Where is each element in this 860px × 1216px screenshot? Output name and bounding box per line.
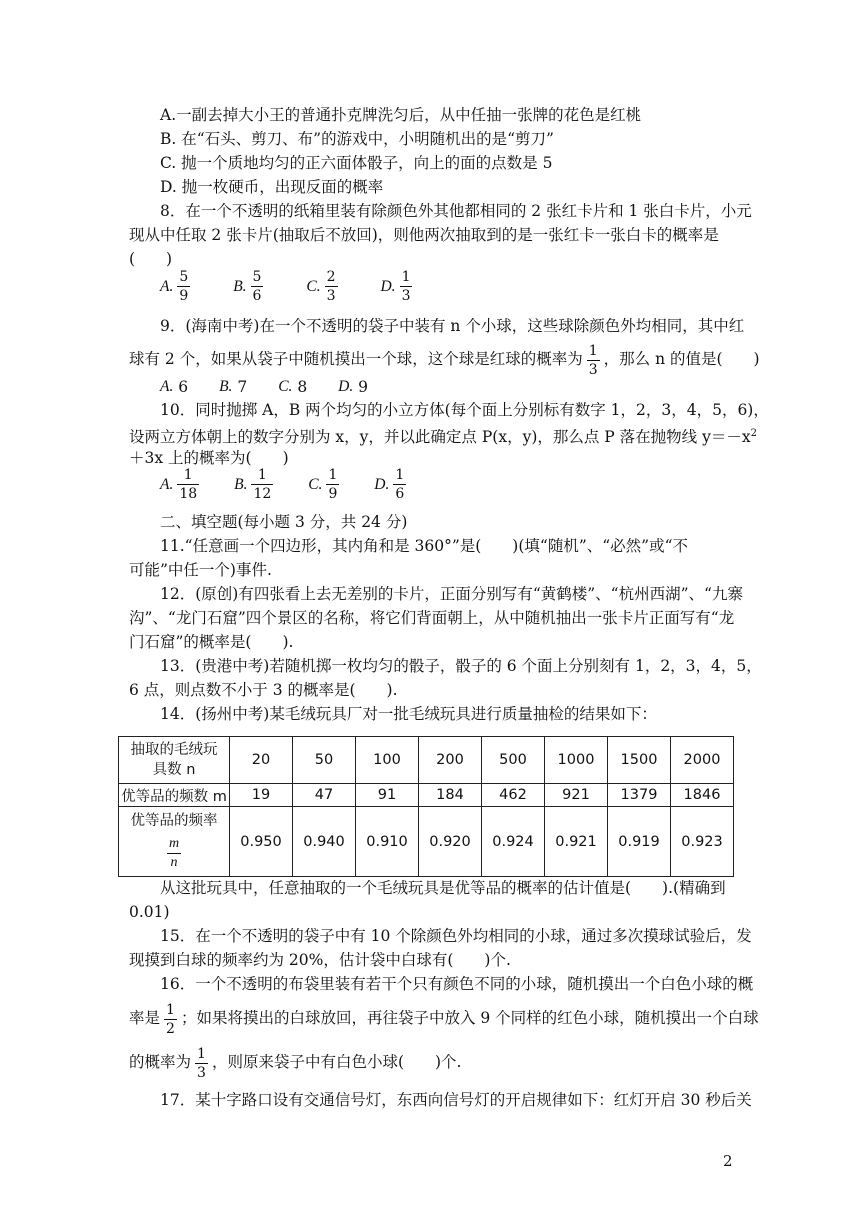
table-cell: 0.921	[545, 807, 608, 877]
q10-option-d: D. $\frac{1}{6}$	[374, 467, 405, 502]
q9-option-a: A. 6	[160, 378, 189, 396]
question-9-options	[160, 376, 394, 397]
question-14-line-1: 14．(扬州中考)某毛绒玩具厂对一批毛绒玩具进行质量抽检的结果如下：	[160, 705, 657, 723]
q9-option-c: C. 8	[278, 378, 308, 396]
table-row	[119, 807, 734, 877]
page-number: 2	[723, 1152, 733, 1170]
question-17-line-1: 17．某十字路口设有交通信号灯，东西向信号灯的开启规律如下：红灯开启 30 秒后关	[160, 1091, 752, 1109]
question-13-line-1: 13．(贵港中考)若随机掷一枚均匀的骰子，骰子的 6 个面上分别刻有 1，2，3，4，5，	[160, 657, 762, 675]
question-10-line-2: 设两立方体朝上的数字分别为 x，y，并以此确定点 P(x，y)，那么点 P 落在抛物线 $y=-x^2$	[129, 428, 757, 447]
row-label-frequency: 优等品的频率 $\frac{m}{n}$	[119, 807, 230, 877]
table-cell: 2000	[671, 737, 734, 784]
question-15-line-2: 现摸到白球的频率约为 20%，估计袋中白球有( )个.	[129, 951, 511, 969]
table-row	[119, 784, 734, 807]
question-16-line-2: 率是 $\frac{1}{2}$ ；如果将摸出的白球放回，再往袋子中放入 9 个同样的红色小球，随机摸出一个白球	[129, 1001, 759, 1037]
table-cell: 0.940	[293, 807, 356, 877]
row-label-sample-count: 抽取的毛绒玩 具数 n	[119, 737, 230, 784]
question-11-line-2: 可能”中任一个)事件.	[129, 561, 272, 579]
option-d-q7: D. 抛一枚硬币，出现反面的概率	[160, 178, 384, 196]
question-8-line-3: ( )	[129, 250, 173, 268]
question-16-line-1: 16．一个不透明的布袋里装有若干个只有颜色不同的小球，随机摸出一个白色小球的概	[160, 975, 754, 993]
question-12-line-1: 12．(原创)有四张看上去无差别的卡片，正面分别写有“黄鹤楼”、“杭州西湖”、“九寨	[160, 585, 743, 603]
table-cell: 0.919	[608, 807, 671, 877]
table-cell: 200	[419, 737, 482, 784]
question-10-line-1: 10．同时抛掷 A，B 两个均匀的小立方体(每个面上分别标有数字 1，2，3，4，5，6)，	[160, 401, 769, 419]
q8-option-a: A. $\frac{5}{9}$	[160, 269, 189, 304]
table-cell: 0.924	[482, 807, 545, 877]
row-label-good-count: 优等品的频数 m	[119, 784, 230, 807]
table-cell: 0.920	[419, 807, 482, 877]
q10-option-c: C. $\frac{1}{9}$	[308, 467, 338, 502]
question-14-line-3: 0.01)	[129, 903, 170, 921]
option-a-q7: A.一副去掉大小王的普通扑克牌洗匀后，从中任抽一张牌的花色是红桃	[160, 106, 642, 124]
question-10-options	[160, 466, 436, 503]
table-row	[119, 737, 734, 784]
question-14-line-2: 从这批玩具中，任意抽取的一个毛绒玩具是优等品的概率的估计值是( ).(精确到	[160, 879, 726, 897]
q9-option-d: D. 9	[338, 378, 369, 396]
q9-option-b: B. 7	[219, 378, 248, 396]
table-cell: 1379	[608, 784, 671, 807]
question-9-line-1: 9．(海南中考)在一个不透明的袋子中装有 n 个小球，这些球除颜色外均相同，其中红	[160, 317, 745, 335]
table-cell: 47	[293, 784, 356, 807]
question-11-line-1: 11.“任意画一个四边形，其内角和是 360°”是( )(填“随机”、“必然”或“不	[160, 537, 689, 555]
question-16-line-3: 的概率为 $\frac{1}{3}$ ，则原来袋子中有白色小球( )个.	[129, 1045, 462, 1081]
table-cell: 0.950	[230, 807, 293, 877]
table-cell: 100	[356, 737, 419, 784]
question-15-line-1: 15．在一个不透明的袋子中有 10 个除颜色外均相同的小球，通过多次摸球试验后，发	[160, 927, 752, 945]
table-cell: 1000	[545, 737, 608, 784]
table-cell: 50	[293, 737, 356, 784]
question-13-line-2: 6 点，则点数不小于 3 的概率是( ).	[129, 681, 398, 699]
question-8-line-2: 现从中任取 2 张卡片(抽取后不放回)，则他两次抽取到的是一张红卡一张白卡的概率是	[129, 226, 719, 244]
table-cell: 19	[230, 784, 293, 807]
quality-check-table	[118, 736, 734, 877]
question-12-line-2: 沟”、“龙门石窟”四个景区的名称，将它们背面朝上，从中随机抽出一张卡片正面写有“龙	[129, 609, 735, 627]
table-cell: 91	[356, 784, 419, 807]
table-cell: 500	[482, 737, 545, 784]
q8-option-d: D. $\frac{1}{3}$	[380, 269, 411, 304]
table-cell: 20	[230, 737, 293, 784]
question-8-options	[160, 268, 450, 305]
table-cell: 0.923	[671, 807, 734, 877]
question-12-line-3: 门石窟”的概率是( ).	[129, 633, 294, 651]
table-cell: 184	[419, 784, 482, 807]
q9-fraction: $\frac{1}{3}$	[588, 342, 598, 378]
table-cell: 1846	[671, 784, 734, 807]
question-8-line-1: 8．在一个不透明的纸箱里装有除颜色外其他都相同的 2 张红卡片和 1 张白卡片，小元	[160, 202, 752, 220]
q16-fraction-third: $\frac{1}{3}$	[197, 1045, 206, 1081]
table-cell: 462	[482, 784, 545, 807]
q10-option-b: B. $\frac{1}{12}$	[234, 467, 272, 502]
q10-option-a: A. $\frac{1}{18}$	[160, 467, 198, 502]
question-10-line-3: ＋3x 上的概率为( )	[129, 449, 289, 467]
table-cell: 1500	[608, 737, 671, 784]
question-9-line-2: 球有 2 个，如果从袋子中随机摸出一个球，这个球是红球的概率为 $\frac{1}{3}$ ，那么 n 的值是( )	[129, 342, 760, 378]
q8-option-b: B. $\frac{5}{6}$	[233, 269, 262, 304]
table-cell: 0.910	[356, 807, 419, 877]
table-cell: 921	[545, 784, 608, 807]
q16-fraction-half: $\frac{1}{2}$	[166, 1001, 175, 1037]
option-c-q7: C. 抛一个质地均匀的正六面体骰子，向上的面的点数是 5	[160, 154, 553, 172]
section-2-heading: 二、填空题(每小题 3 分，共 24 分)	[160, 513, 408, 531]
q8-option-c: C. $\frac{2}{3}$	[306, 269, 336, 304]
option-b-q7: B. 在“石头、剪刀、布”的游戏中，小明随机出的是“剪刀”	[160, 130, 554, 148]
